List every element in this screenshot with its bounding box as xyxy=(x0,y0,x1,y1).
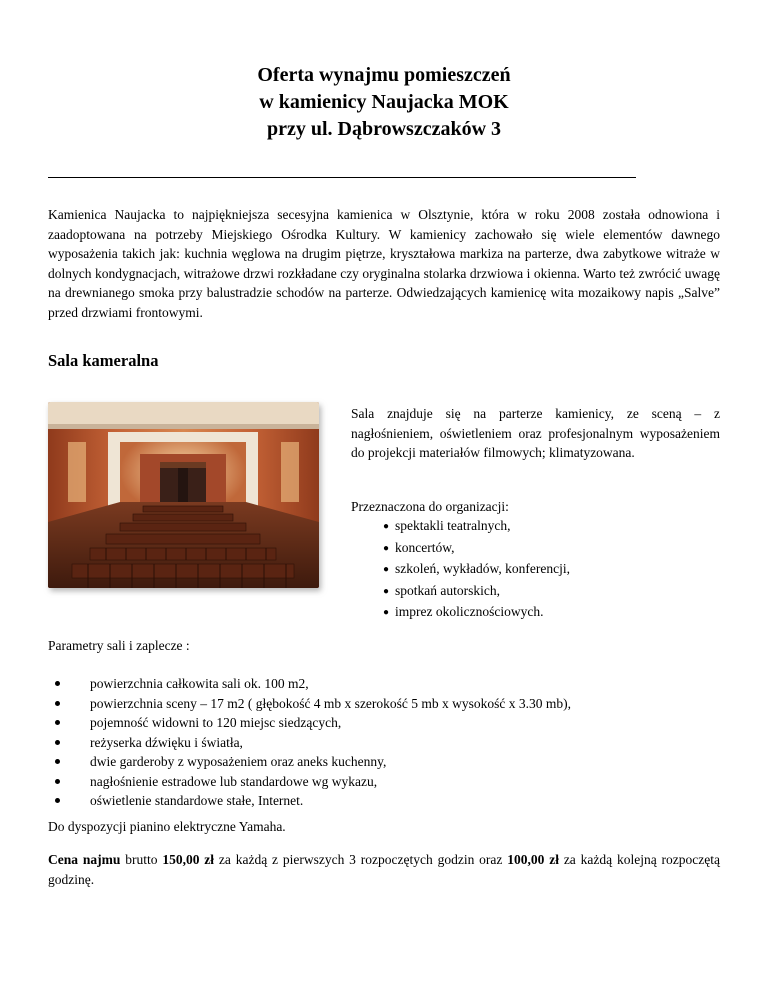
list-item: ● spektakli teatralnych, xyxy=(383,516,570,538)
hall-description-text: Sala znajduje się na parterze kamienicy, ze sceną – z nagłośnieniem, oświetleniem oraz profesjonalnym wyposażeniem do projekcji materiałów filmowych; klimatyzowana. xyxy=(351,406,720,460)
price-paragraph xyxy=(48,850,720,889)
price-label: Cena najmu xyxy=(48,852,121,867)
price-text-1: brutto xyxy=(120,852,163,867)
list-item: ● koncertów, xyxy=(383,538,570,560)
purpose-list xyxy=(383,516,570,624)
page-title xyxy=(0,62,768,143)
list-item: oświetlenie standardowe stałe, Internet. xyxy=(48,791,571,811)
list-item: nagłośnienie estradowe lub standardowe wg wykazu, xyxy=(48,772,571,792)
price-text-3: za każdą kolejną rozpoczętą godzinę. xyxy=(48,852,721,887)
list-item: reżyserka dźwięku i światła, xyxy=(48,733,571,753)
piano-note: Do dyspozycji pianino elektryczne Yamaha. xyxy=(48,819,286,834)
title-line-3: przy ul. Dąbrowszczaków 3 xyxy=(266,118,502,140)
intro-text: Kamienica Naujacka to najpiękniejsza secesyjna kamienica w Olsztynie, która w roku 2008 została odnowiona i zaadoptowana na potrzeby Miejskiego Ośrodka Kultury. W kamienicy zachowało się wiele elementów dawnego wyposażenia takich jak: kuchnia węglowa na drugim piętrze, kryształowa markiza na parterze, dwa zabytkowe witraże w dolnych kondygnacjach, witrażowe drzwi rozkładane czy oryginalna stolarka drzwiowa i okienna. Warto też zwrócić uwagę na drewnianego smoka przy balustradzie schodów na parterze. Odwiedzających kamienicę wita mozaikowy napis „Salve” przed drzwiami frontowymi. xyxy=(48,207,720,320)
list-item: pojemność widowni to 120 miejsc siedzących, xyxy=(48,713,571,733)
purpose-title: Przeznaczona do organizacji: xyxy=(351,499,509,514)
hall-description xyxy=(351,404,720,463)
intro-paragraph xyxy=(48,205,720,322)
price-text xyxy=(48,850,720,889)
hall-photo-image xyxy=(48,402,319,588)
price-amount-1: 150,00 zł xyxy=(162,852,215,867)
list-item: dwie garderoby z wyposażeniem oraz aneks kuchenny, xyxy=(48,752,571,772)
hall-photo xyxy=(48,402,319,588)
list-item: powierzchnia sceny – 17 m2 ( głębokość 4 mb x szerokość 5 mb x wysokość x 3.30 mb), xyxy=(48,694,571,714)
section-heading: Sala kameralna xyxy=(48,351,159,370)
list-item: ● spotkań autorskich, xyxy=(383,581,570,603)
horizontal-divider xyxy=(48,177,636,178)
price-amount-2: 100,00 zł xyxy=(507,852,559,867)
list-item: ● imprez okolicznościowych. xyxy=(383,602,570,624)
title-line-1: Oferta wynajmu pomieszczeń xyxy=(257,64,511,86)
params-title: Parametry sali i zaplecze : xyxy=(48,638,190,653)
params-list xyxy=(48,674,571,811)
list-item: ● szkoleń, wykładów, konferencji, xyxy=(383,559,570,581)
title-line-2: w kamienicy Naujacka MOK xyxy=(259,91,509,113)
list-item: powierzchnia całkowita sali ok. 100 m2, xyxy=(48,674,571,694)
price-text-2: za każdą z pierwszych 3 rozpoczętych godzin oraz xyxy=(214,852,508,867)
